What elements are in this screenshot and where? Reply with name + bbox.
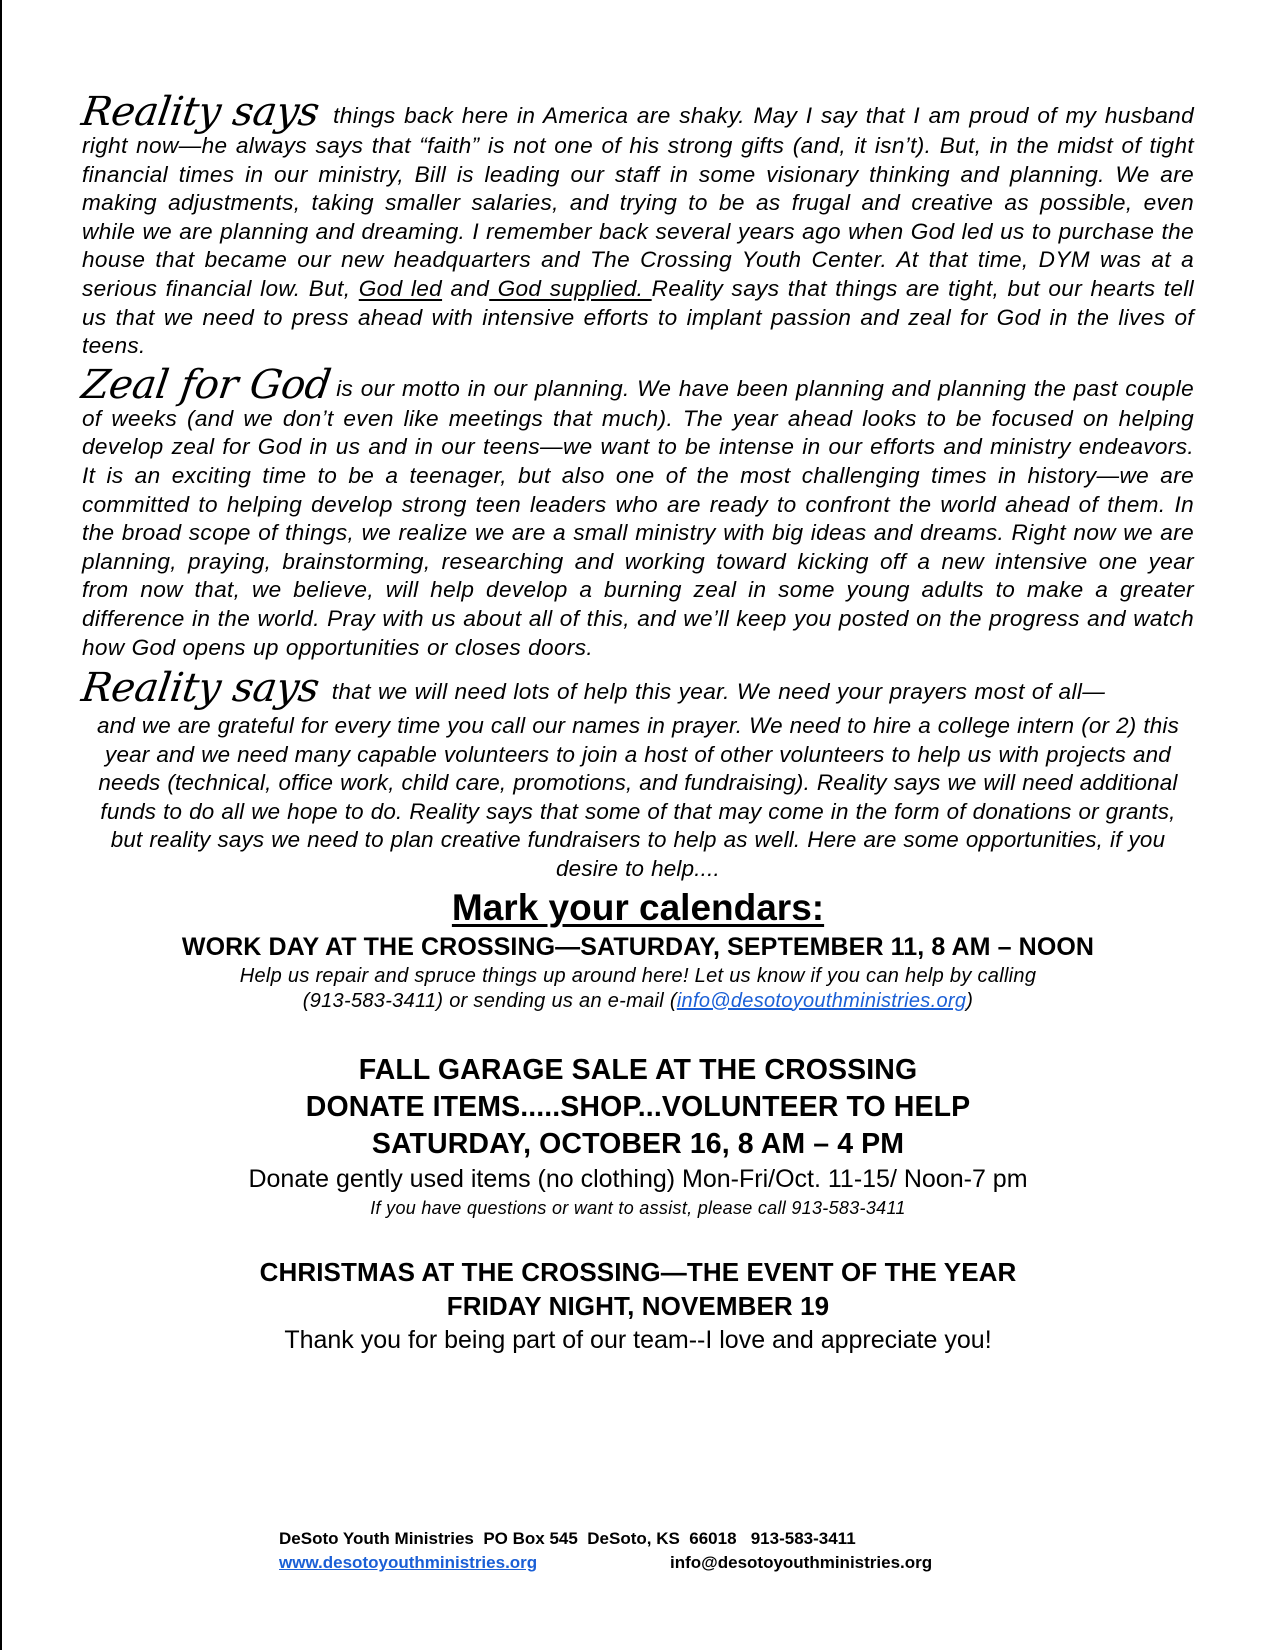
calendar-section — [82, 886, 1194, 1357]
footer-address: DeSoto Youth Ministries PO Box 545 DeSoto, KS 66018 913-583-3411 — [279, 1529, 856, 1548]
page-left-border — [0, 0, 2, 1650]
event-title: CHRISTMAS AT THE CROSSING—THE EVENT OF THE YEAR — [259, 1256, 1017, 1287]
paragraph-zeal-for-god — [78, 361, 1194, 662]
paragraph-reality-help — [78, 665, 1194, 884]
thank-you-line: Thank you for being part of our team--I love and appreciate you! — [284, 1325, 992, 1354]
event-subtitle: DONATE ITEMS.....SHOP...VOLUNTEER TO HELP — [305, 1090, 971, 1123]
spacer — [82, 1014, 1194, 1052]
script-heading-zeal-for-god: Zeal for God — [78, 361, 334, 408]
paragraph-lead-line — [78, 665, 1194, 712]
paragraph-text: things back here in America are shaky. May I say that I am proud of my husband right now—he always says that “faith” is not one of his strong gifts (and, it isn’t). But, in the midst of tight financial times in our ministry, Bill is leading our staff in some visionary thinking and planning. We are making adjustments, taking smaller salaries, and trying to be as frugal and creative as possible, even while we are planning and dreaming. I remember back several years ago when God led us to purchase the house that became our new headquarters and The Crossing Youth Center. At that time, DYM was at a serious financial low. But, — [82, 103, 1194, 301]
spacer — [82, 1221, 1194, 1255]
script-heading-reality-says: Reality says — [78, 89, 322, 135]
email-link[interactable]: info@desotoyouthministries.org — [676, 989, 967, 1012]
letter-body — [78, 89, 1194, 1357]
event-title: FALL GARAGE SALE AT THE CROSSING — [358, 1053, 918, 1086]
event-note-contact — [82, 989, 1194, 1014]
paragraph-text: that we will need lots of help this year. We need your prayers most of all— — [324, 679, 1106, 705]
paragraph-text-centered: and we are grateful for every time you call our names in prayer. We need to hire a college intern (or 2) this year and we need many capable volunteers to join a host of other volunteers to help us with projects and needs (technical, office work, child care, promotions, and fundraising). Reality says we will need additional funds to do all we hope to do. Reality says that some of that may come in the form of donations or grants, but reality says we need to plan creative fundraisers to help as well. Here are some opportunities, if you desire to help.... — [97, 713, 1179, 882]
script-heading-reality-says: Reality says — [78, 665, 322, 712]
event-note-text: (913-583-3411) or sending us an e-mail ( — [302, 989, 677, 1012]
event-title: WORK DAY AT THE CROSSING—SATURDAY, SEPTEMBER 11, 8 AM – NOON — [181, 932, 1095, 961]
event-christmas — [82, 1255, 1194, 1357]
footer-email: info@desotoyouthministries.org — [670, 1553, 933, 1572]
paragraph-text: Reality says that things are tight, but our hearts tell us that we need to press ahead with intensive efforts to implant passion and zeal for God in the lives of teens. — [82, 275, 1194, 359]
paragraph-text: is our motto in our planning. We have been planning and planning the past couple of weeks (and we don’t even like meetings that much). The year ahead looks to be focused on helping develop zeal for God in us and in our teens—we want to be intense in our efforts and ministry endeavors. It is an exciting time to be a teenager, but also one of the most challenging times in history—we are committed to helping develop strong teen leaders who are ready to confront the world ahead of them. In the broad scope of things, we realize we are a small ministry with big ideas and dreams. Right now we are planning, praying, brainstorming, researching and working toward kicking off a new intensive one year from now that, we believe, will help develop a burning zeal in some young adults to make a greater difference in the world. Pray with us about all of this, and we’ll keep you posted on the progress and watch how God opens up opportunities or closes doors. — [82, 375, 1194, 660]
calendar-heading: Mark your calendars: — [451, 886, 825, 928]
paragraph-reality-shaky — [78, 89, 1194, 361]
underlined-god-led: God led — [358, 275, 443, 301]
event-note: Help us repair and spruce things up around here! Let us know if you can help by calling — [239, 964, 1037, 987]
event-note: If you have questions or want to assist, please call 913-583-3411 — [370, 1197, 906, 1218]
event-detail: Donate gently used items (no clothing) Mon-Fri/Oct. 11-15/ Noon-7 pm — [248, 1164, 1028, 1193]
website-link[interactable]: www.desotoyouthministries.org — [279, 1553, 538, 1572]
event-date: FRIDAY NIGHT, NOVEMBER 19 — [446, 1290, 830, 1321]
event-garage-sale — [82, 1052, 1194, 1221]
event-work-day — [82, 930, 1194, 1014]
event-date: SATURDAY, OCTOBER 16, 8 AM – 4 PM — [371, 1127, 905, 1160]
underlined-god-supplied: God supplied. — [489, 275, 652, 301]
event-note-text: ) — [966, 989, 974, 1012]
paragraph-text: and — [442, 275, 490, 301]
